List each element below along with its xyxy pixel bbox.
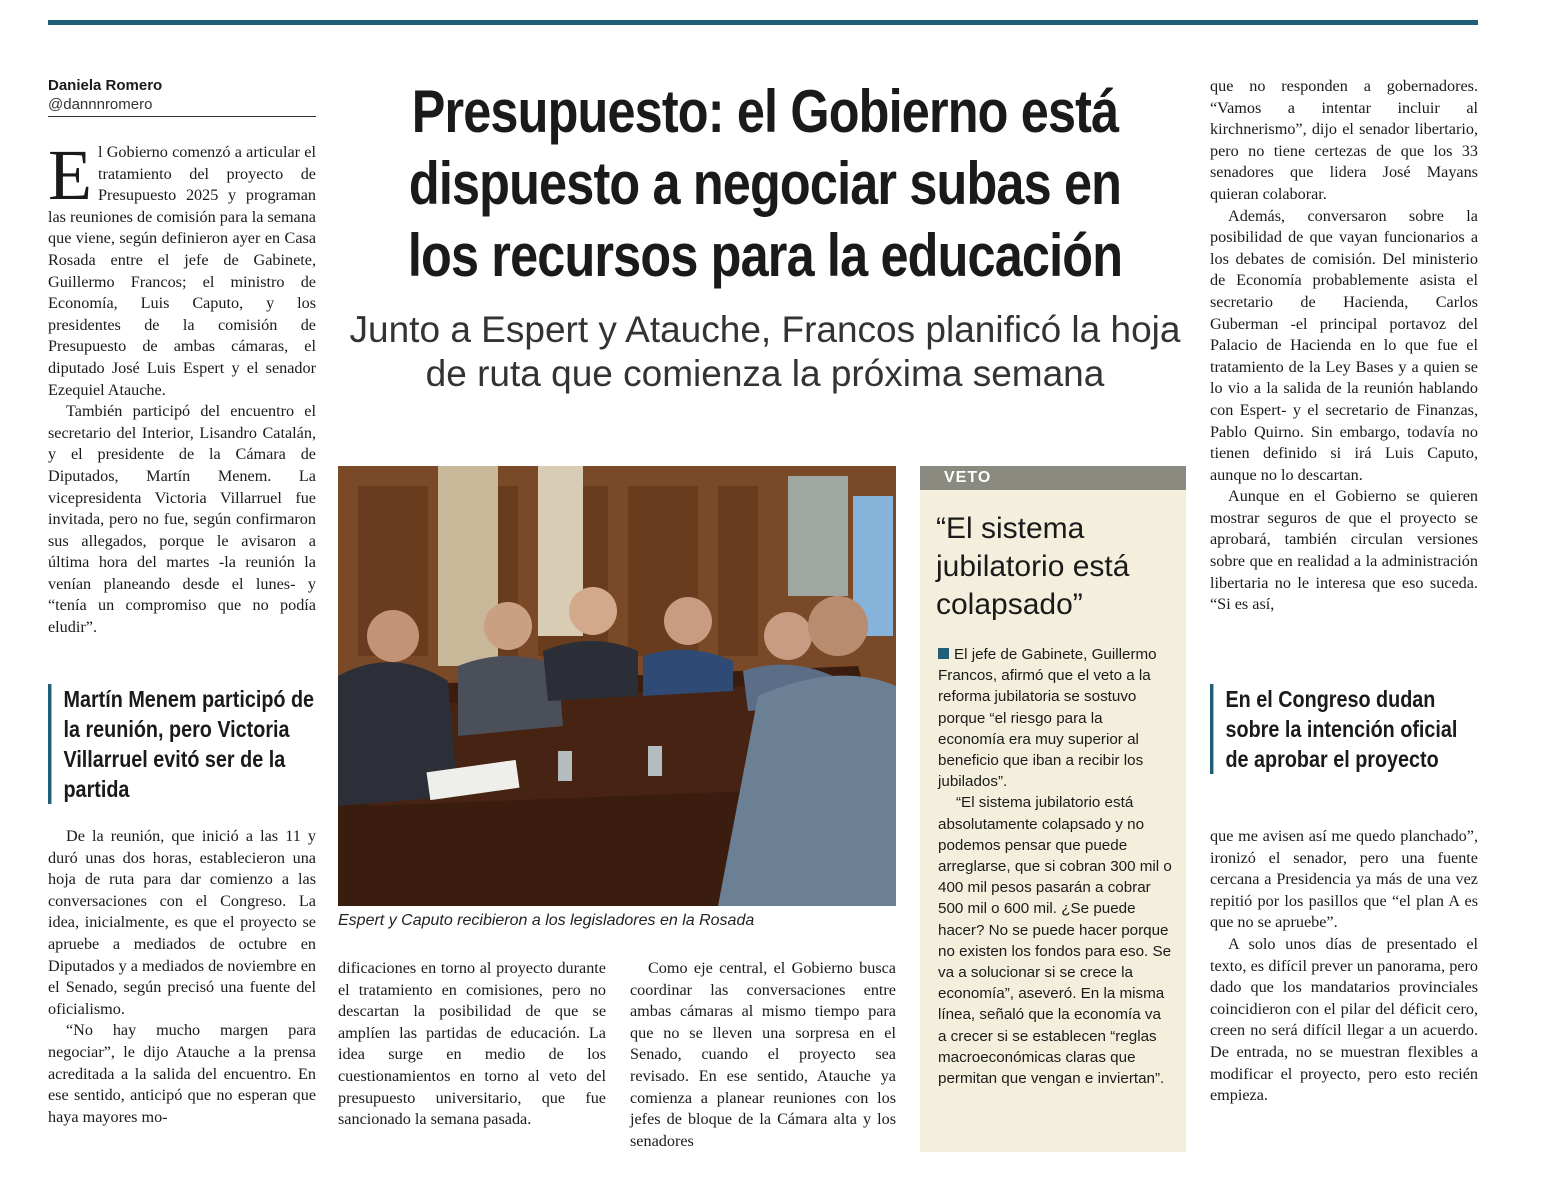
paragraph: dificaciones en torno al proyecto durante el tratamiento en comisiones, pero no descartan la posibilidad de que se amplíen las partidas de educación. La idea surge en medio de los cuestionamientos en torno al veto del presupuesto universitario, que fue sancionado la semana pasada. xyxy=(338,959,606,1129)
subhead: Junto a Espert y Atauche, Francos planificó la hoja de ruta que comienza la próxima semana xyxy=(349,309,1181,394)
section-tag: VETO xyxy=(920,466,1186,490)
meeting-photo xyxy=(338,466,896,906)
column-1-top xyxy=(48,135,316,639)
author-name: Daniela Romero xyxy=(48,77,163,94)
paragraph: El jefe de Gabinete, Guillermo Francos, afirmó que el veto a la reforma jubilatoria se sostuvo porque “el riesgo para la economía era muy superior al beneficio que iban a recibir los jubilados”. xyxy=(938,646,1157,791)
paragraph: A solo unos días de presentado el texto, es difícil prever un panorama, pero dado que los mandatarios provinciales coincidieron con el pilar del déficit cero, creen no será difícil llegar a un acuerdo. De entrada, no se muestran flexibles a modificar el proyecto, pero esto recién empieza. xyxy=(1210,934,1478,1105)
photo-caption: Espert y Caputo recibieron a los legisladores en la Rosada xyxy=(338,912,755,929)
paragraph: que me avisen así me quedo planchado”, ironizó el senador, pero una fuente cercana a Presidencia ya más de una vez repitió por los pasillos que “el plan A es que no se apruebe”. xyxy=(1210,827,1478,932)
sidebar-quote: “El sistema jubilatorio está colapsado” xyxy=(936,512,1130,621)
paragraph: También participó del encuentro el secretario del Interior, Lisandro Catalán, y el presidente de la Cámara de Diputados, Martín Menem. La vicepresidenta Victoria Villarruel fue invitada, pero no fue, según confirmaron sus allegados, porque le avisaron a última hora del martes -la reunión la venían planeando desde el lunes- y “tenía un compromiso que no podía eludir”. xyxy=(48,402,316,637)
column-2 xyxy=(338,958,606,1131)
paragraph: De la reunión, que inició a las 11 y duró unas dos horas, establecieron una hoja de ruta para dar comienzo a las conversaciones con el Congreso. La idea, inicialmente, es que el proyecto se apruebe a mediados de octubre en Diputados y a mediados de noviembre en el Senado, según precisó una fuente del oficialismo. xyxy=(48,827,316,1018)
lead-paragraph: El Gobierno comenzó a articular el tratamiento del proyecto de Presupuesto 2025 y programan las reuniones de comisión para la semana que viene, según definieron ayer en Casa Rosada entre el jefe de Gabinete, Guillermo Francos; el ministro de Economía, Luis Caputo, y los presidentes de la comisión de Presupuesto de ambas cámaras, el diputado José Luis Espert y el senador Ezequiel Atauche. xyxy=(48,135,316,399)
pull-quote-menem: Martín Menem participó de la reunión, pero Victoria Villarruel evitó ser de la partida xyxy=(48,684,321,804)
headline: Presupuesto: el Gobierno está dispuesto a negociar subas en los recursos para la educación xyxy=(407,78,1123,289)
drop-cap: E xyxy=(48,135,92,215)
byline xyxy=(48,76,316,117)
author-handle: @dannnromero xyxy=(48,96,153,113)
column-1-bottom xyxy=(48,826,316,1128)
sidebar-text xyxy=(938,644,1172,1089)
veto-sidebar xyxy=(920,466,1186,1152)
paragraph: “No hay mucho margen para negociar”, le dijo Atauche a la prensa acreditada a la salida del encuentro. En ese sentido, anticipó que no esperan que haya mayores mo- xyxy=(48,1021,316,1126)
top-rule xyxy=(48,20,1478,25)
column-5-bottom xyxy=(1210,826,1478,1107)
paragraph: “El sistema jubilatorio está absolutamente colapsado y no podemos pensar que puede arreglarse, que si cobran 300 mil o 400 mil pesos pasarán a cobrar 500 mil o 600 mil. ¿Se puede hacer? No se puede hacer porque no existen los fondos para eso. Se va a solucionar si se crece la economía”, aseveró. En la misma línea, señaló que la economía va a crecer si se establecen “reglas macroeconómicas claras que permitan que vengan e inviertan”. xyxy=(938,794,1172,1088)
paragraph: Aunque en el Gobierno se quieren mostrar seguros de que el proyecto se aprobará, también circulan versiones sobre que en realidad a la administración libertaria no le interesa que eso suceda. “Si es así, xyxy=(1210,487,1478,614)
square-bullet-icon xyxy=(938,648,949,659)
paragraph: Como eje central, el Gobierno busca coordinar las conversaciones entre ambas cámaras al mismo tiempo para que no se lleven una sorpresa en el Senado, cuando el proyecto sea revisado. En ese sentido, Atauche ya comienza a planear reuniones con los jefes de bloque de la Cámara alta y los senadores xyxy=(630,959,896,1150)
paragraph: que no responden a gobernadores. “Vamos a intentar incluir al kirchnerismo”, dijo el senador libertario, pero no tiene certezas de que los 33 senadores que lidera José Mayans quieran colaborar. xyxy=(1210,77,1478,203)
pull-quote-congreso: En el Congreso dudan sobre la intención oficial de aprobar el proyecto xyxy=(1210,684,1483,774)
column-3 xyxy=(630,958,896,1152)
column-5-top xyxy=(1210,76,1478,616)
paragraph: Además, conversaron sobre la posibilidad de que vayan funcionarios a los debates de comisión. Del ministerio de Economía probablemente asista el secretario de Hacienda, Carlos Guberman -el principal portavoz del Palacio de Hacienda en lo que fue el tratamiento de la Ley Bases y a quien se lo vio a la salida de la reunión hablando con Espert- y el secretario de Finanzas, Pablo Quirno. Sin embargo, todavía no tienen definido si irá Luis Caputo, aunque no lo descartan. xyxy=(1210,206,1478,484)
